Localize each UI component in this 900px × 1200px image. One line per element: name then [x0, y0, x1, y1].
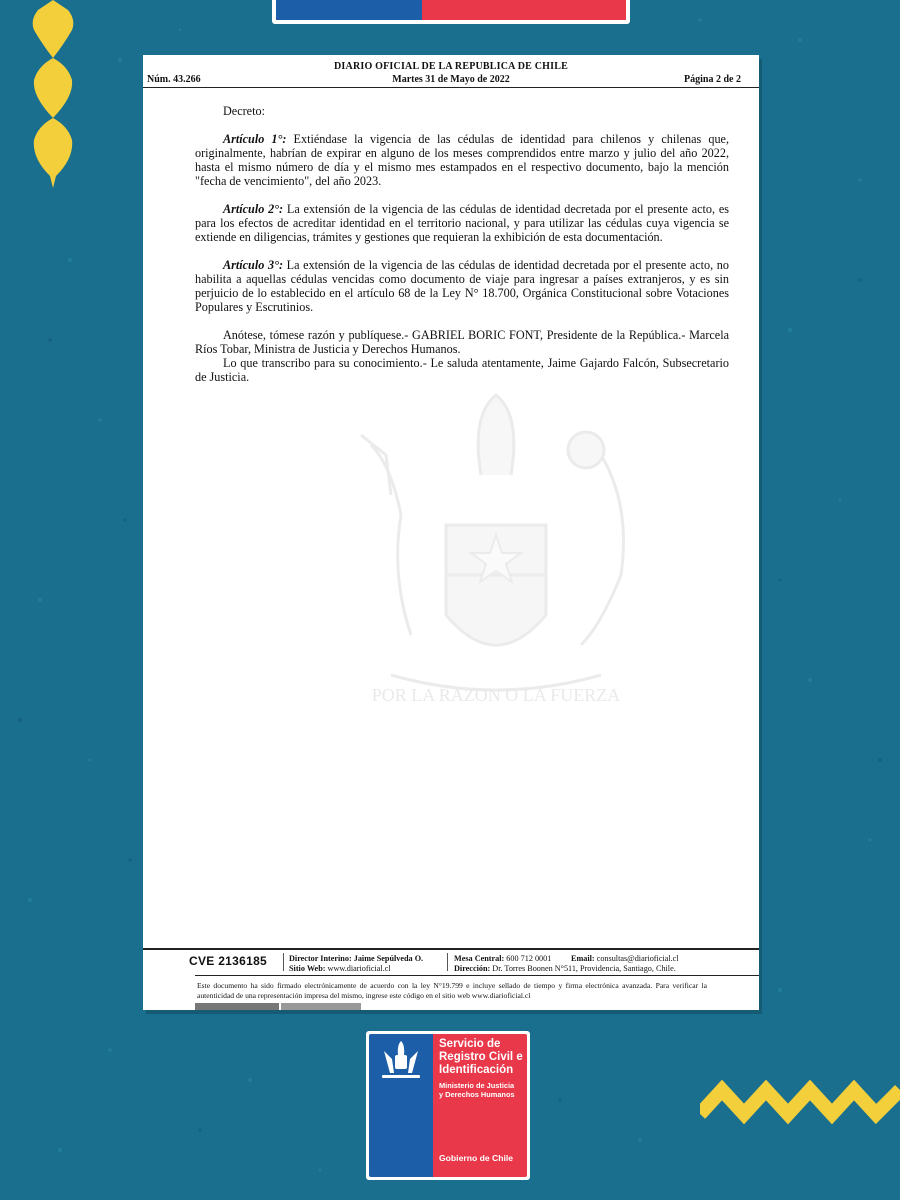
- footer-gray-bar: [195, 1003, 279, 1010]
- watermark-motto: POR LA RAZON O LA FUERZA: [371, 685, 621, 705]
- logo-government: Gobierno de Chile: [439, 1153, 514, 1163]
- logo-title: Servicio de Registro Civil e Identificación: [439, 1038, 523, 1076]
- article-2-text: La extensión de la vigencia de las cédulas de identidad decretada por el presente acto, es para los efectos de acreditar identidad en el territorio nacional, y para utilizar las cédulas cuya vigencia se extiende en diligencias, trámites y gestiones que requieran la exhibición de esta documentación.: [195, 202, 730, 244]
- article-3-text: La extensión de la vigencia de las cédulas de identidad decretada por el presente acto, no habilita a aquellas cédulas vencidas como documento de viaje para ingresar a países extranjeros, y es sin perjuicio de lo establecido en el artículo 68 de la Ley N° 18.700, Orgánica Constitucional sobre Votaciones Populares y Escrutinios.: [195, 258, 729, 314]
- yellow-drops-decoration: [28, 0, 78, 200]
- article-1: [195, 132, 729, 188]
- closing-signatures: Anótese, tómese razón y publíquese.- GABRIEL BORIC FONT, Presidente de la República.- Marcela Ríos Tobar, Ministra de Justicia y Derechos Humanos.: [195, 328, 729, 356]
- article-1-text: Extiéndase la vigencia de las cédulas de identidad para chilenos y chilenas que, originalmente, habrían de expirar en alguno de los meses comprendidos entre marzo y julio del año 2022, hasta el mismo número de día y el mismo mes estampados en el respectivo documento, bajo la mención "fecha de vencimiento", del año 2023.: [195, 132, 730, 188]
- coat-of-arms-watermark: [331, 375, 661, 715]
- closing-transcription: Lo que transcribo para su conocimiento.- Le saluda atentamente, Jaime Gajardo Falcón, Subsecretario de Justicia.: [195, 356, 729, 384]
- decree-heading: Decreto:: [223, 104, 265, 118]
- footer-separator: [447, 953, 448, 971]
- page-number: Página 2 de 2: [684, 74, 741, 85]
- logo-ministry: Ministerio de Justicia y Derechos Humanos: [439, 1081, 515, 1099]
- address-info: Dirección: Dr. Torres Boonen N°511, Providencia, Santiago, Chile.: [454, 964, 676, 973]
- article-3-label: Artículo 3°:: [223, 258, 283, 272]
- article-3: [195, 258, 729, 314]
- flag-red-band: [422, 0, 626, 20]
- email-info: Email: consultas@diarioficial.cl: [571, 954, 679, 963]
- footer-separator: [283, 953, 284, 971]
- footer-divider-bottom: [195, 975, 759, 976]
- decree-body: [195, 104, 729, 384]
- mesa-central-info: Mesa Central: 600 712 0001: [454, 954, 552, 963]
- issue-date: Martes 31 de Mayo de 2022: [392, 74, 510, 85]
- website-info: Sitio Web: www.diarioficial.cl: [289, 964, 391, 973]
- document-page: [143, 55, 759, 1010]
- footer-gray-bar: [281, 1003, 361, 1010]
- article-2-label: Artículo 2°:: [223, 202, 284, 216]
- top-flag-tab: [272, 0, 630, 24]
- legal-notice: Este documento ha sido firmado electrónicamente de acuerdo con la ley N°19.799 e incluye sellado de tiempo y firma electrónica avanzada. Para verificar la autenticidad de una representación impresa del mismo, ingrese este código en el sitio web www.diarioficial.cl: [197, 981, 707, 1000]
- chile-coat-of-arms-icon: [376, 1039, 426, 1083]
- issue-number: Núm. 43.266: [147, 74, 201, 85]
- article-2: [195, 202, 729, 244]
- registro-civil-logo: [366, 1031, 530, 1180]
- article-1-label: Artículo 1°:: [223, 132, 287, 146]
- flag-blue-band: [276, 0, 422, 20]
- director-info: Director Interino: Jaime Sepúlveda O.: [289, 954, 424, 963]
- yellow-zigzag-decoration: [700, 1076, 900, 1136]
- newspaper-title: DIARIO OFICIAL DE LA REPUBLICA DE CHILE: [334, 61, 568, 72]
- cve-code: CVE 2136185: [189, 954, 268, 968]
- header-divider: [143, 87, 759, 88]
- footer-divider-top: [143, 948, 759, 950]
